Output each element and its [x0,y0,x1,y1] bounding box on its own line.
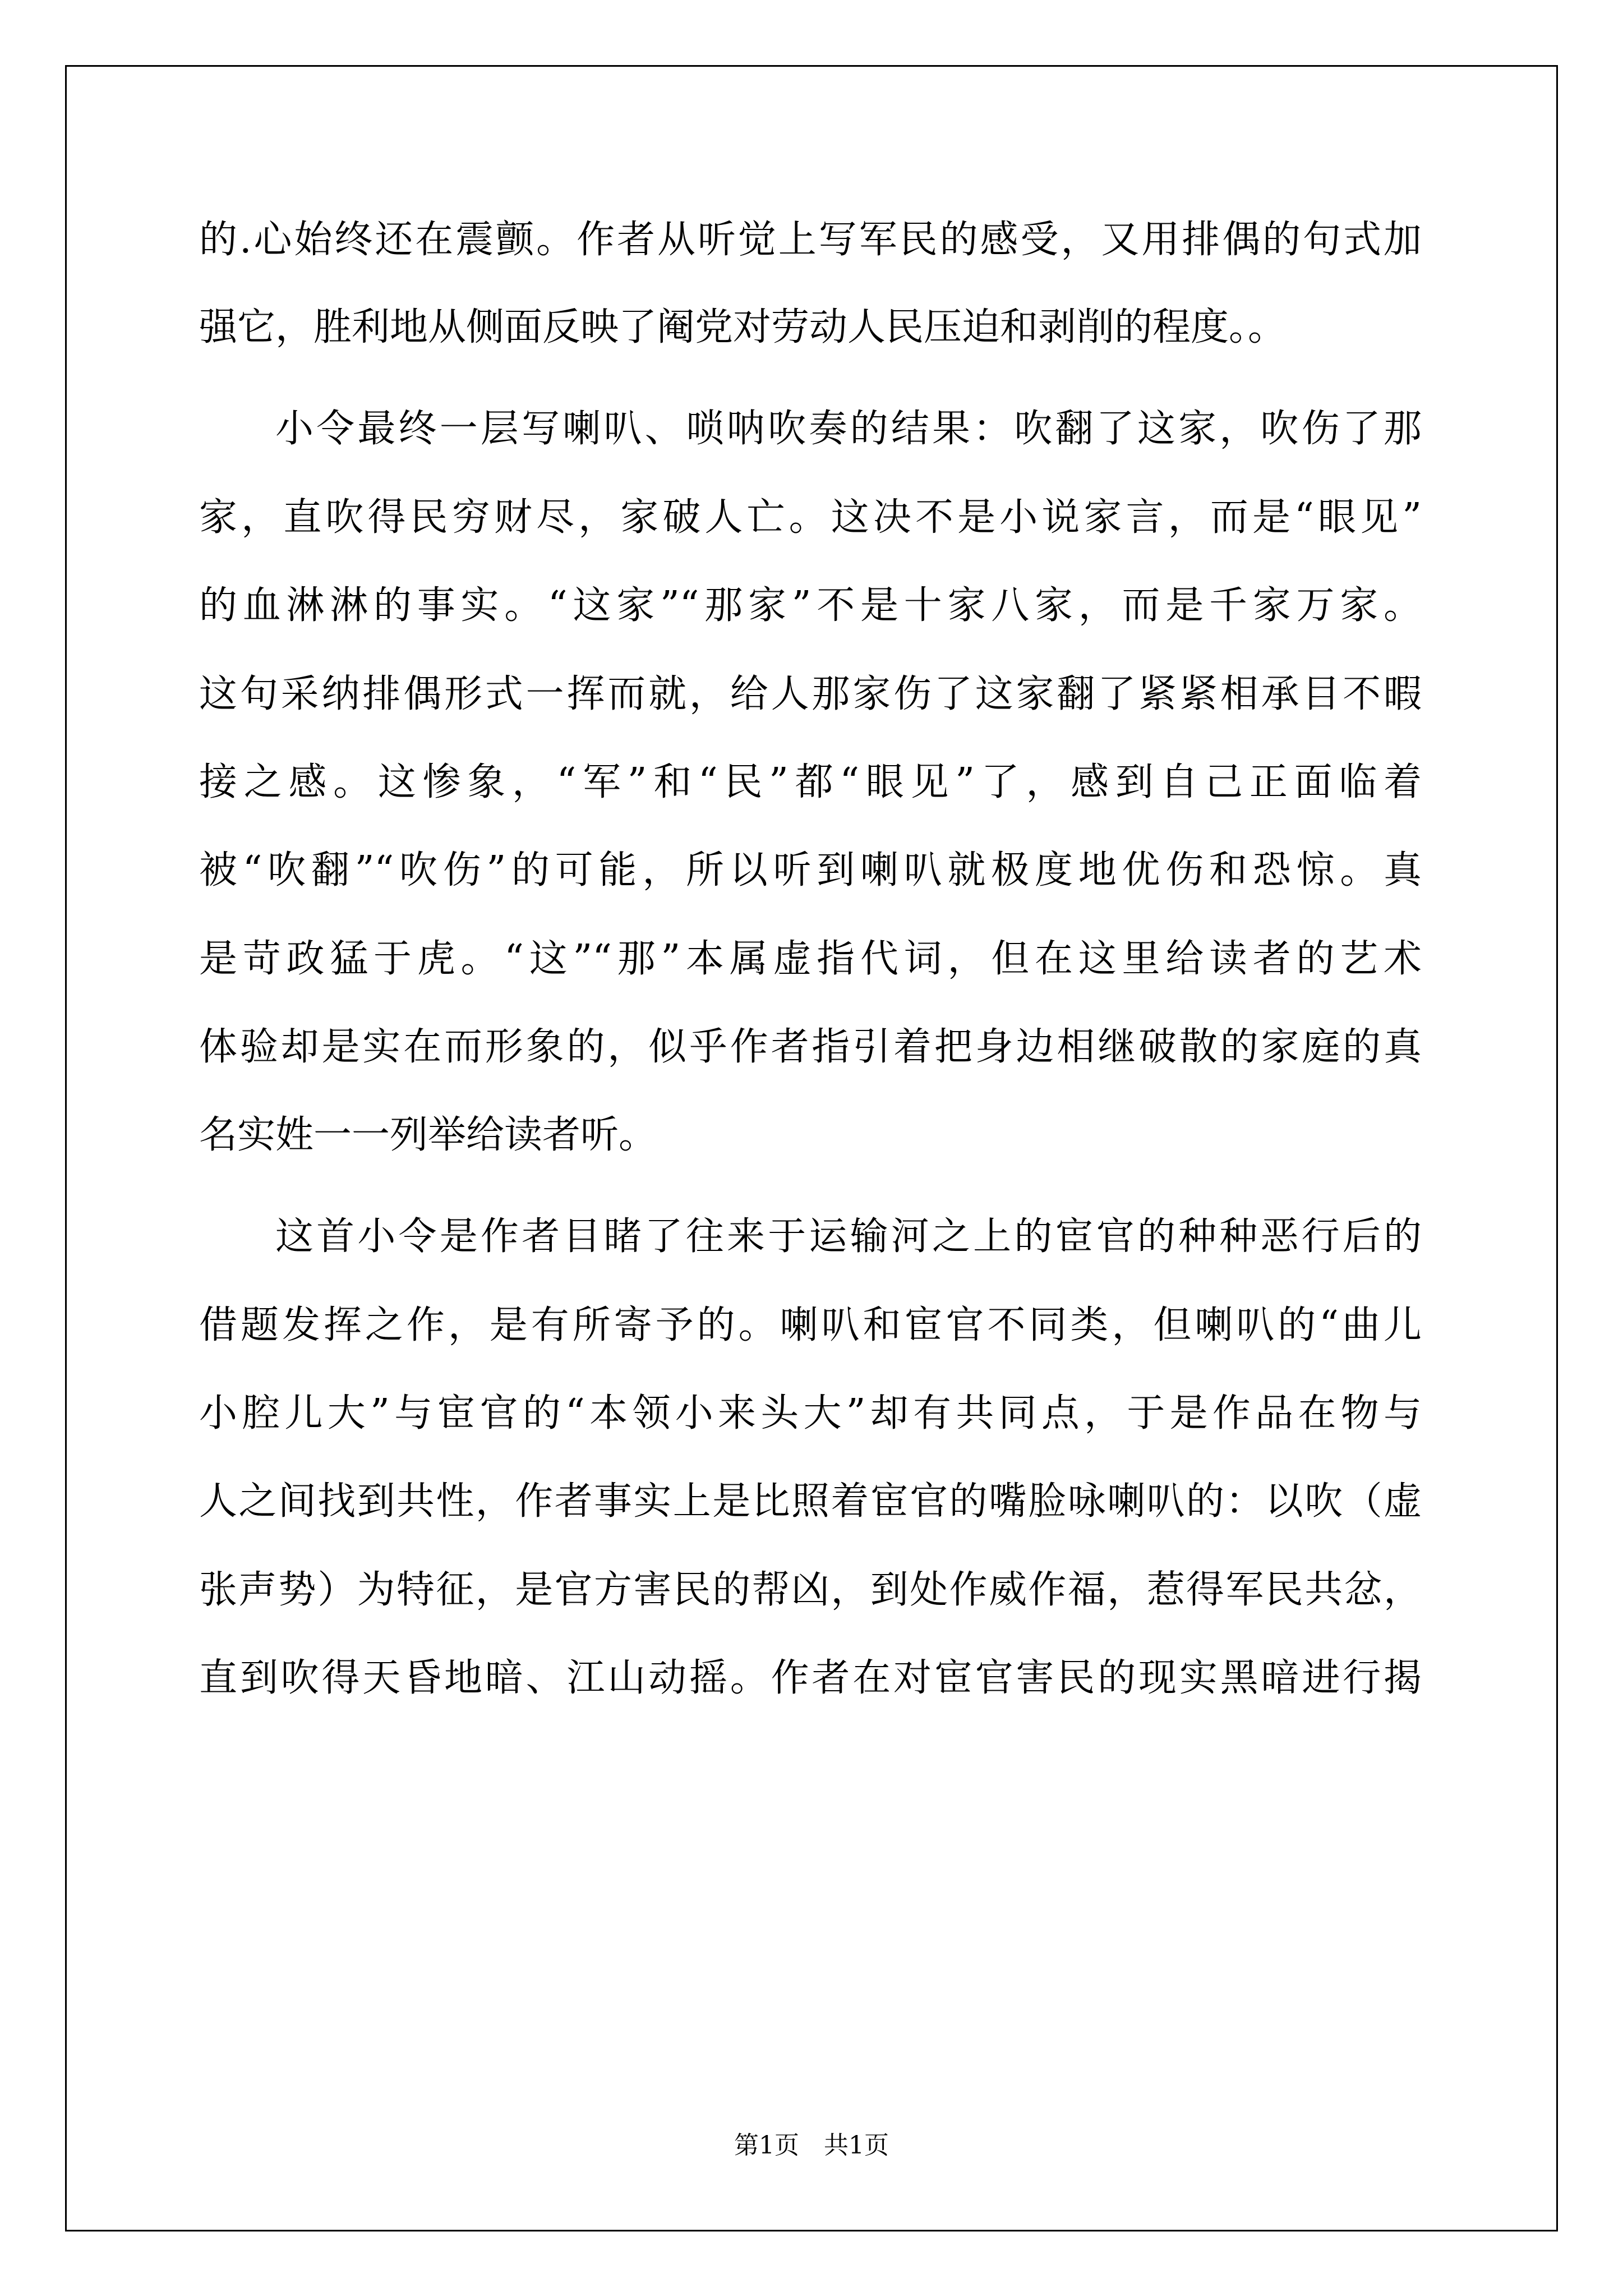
text-line: 名实姓一一列举给读者听。 [199,1113,657,1157]
text-line: 的.心始终还在震颤。作者从听觉上写军民的感受，又用排偶的句式加 [199,218,1422,262]
text-line: 是苛政猛于虎。“这”“那”本属虚指代词，但在这里给读者的艺术 [199,937,1422,981]
text-line: 体验却是实在而形象的，似乎作者指引着把身边相继破散的家庭的真 [199,1025,1422,1069]
text-line: 的血淋淋的事实。“这家”“那家”不是十家八家，而是千家万家。 [199,583,1422,628]
text-line: 接之感。这惨象，“军”和“民”都“眼见”了，感到自己正面临着 [199,760,1422,804]
text-line: 直到吹得天昏地暗、江山动摇。作者在对宦官害民的现实黑暗进行揭 [199,1656,1422,1700]
paragraph-start-line: 小令最终一层写喇叭、唢呐吹奏的结果：吹翻了这家，吹伤了那 [275,407,1422,451]
text-line: 家，直吹得民穷财尽，家破人亡。这决不是小说家言，而是“眼见” [199,495,1422,540]
text-line: 这句采纳排偶形式一挥而就，给人那家伤了这家翻了紧紧相承目不暇 [199,672,1422,716]
paragraph-start-line: 这首小令是作者目睹了往来于运输河之上的宦官的种种恶行后的 [275,1214,1422,1259]
page-footer: 第1页 共1页 [734,2131,889,2160]
text-line: 小腔儿大”与宦官的“本领小来头大”却有共同点，于是作品在物与 [199,1391,1422,1435]
text-line: 被“吹翻”“吹伤”的可能，所以听到喇叭就极度地优伤和恐惊。真 [199,848,1422,892]
text-line: 借题发挥之作，是有所寄予的。喇叭和宦官不同类，但喇叭的“曲儿 [199,1303,1422,1347]
text-line: 人之间找到共性，作者事实上是比照着宦官的嘴脸咏喇叭的：以吹（虚 [199,1479,1422,1524]
text-line: 张声势）为特征，是官方害民的帮凶，到处作威作福，惹得军民共忿， [199,1568,1422,1612]
text-line: 强它，胜利地从侧面反映了阉党对劳动人民压迫和剥削的程度。。 [199,305,1287,349]
